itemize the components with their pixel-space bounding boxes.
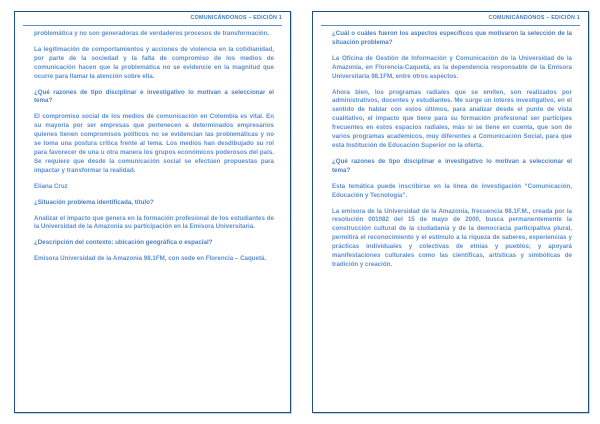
paragraph: La Oficina de Gestión de Información y Comunicación de la Universidad de la Amazonia, en Florencia-Caquetá, es la dependencia responsable de la Emisora Universitaria 98.1FM, entre otros aspectos. [332, 54, 572, 80]
page-content [313, 26, 588, 270]
paragraph: La emisora de la Universidad de la Amazonia, frecuencia 98.1F.M., creada por la resolución 001082 del 15 de mayo de 2000, busca permanentemente la construcción cultural de la ciudadanía y de la democracia participativa plural, permitirá el reconocimiento y el estímulo a la riqueza de saberes, experiencias y prácticas individuales y colectivas de etnias y pueblos; y apoyará manifestaciones culturales como las científicas, artísticas y simbólicas de tradición y creación. [332, 207, 572, 268]
paragraph: Ahora bien, los programas radiales que se emiten, son realizados por administrativos, docentes y estudiantes. Me surge un interés investigativo, en el sentido de hablar con estos últimos, para analizar desde el punto de vista cualitativo, el impacto que tiene para su formación profesional ser partícipes frecuentes en estos espacios radiales, más si se tiene en cuenta, que son de varios programas académicos, muy diferentes a Comunicación Social, para que esta Institución de Educación Superior no la oferta. [332, 88, 572, 149]
paragraph: Analizar el impacto que genera en la formación profesional de los estudiantes de la Universidad de la Amazonia su participación en la Emisora Universitaria. [34, 214, 274, 231]
page-content [15, 26, 290, 264]
left-page [14, 11, 291, 413]
right-page [312, 11, 589, 413]
page-header: COMUNICÁNDONOS – EDICIÓN 1 [321, 12, 580, 26]
paragraph: La legitimación de comportamientos y acciones de violencia en la cotidianidad, por parte de la sociedad y la falta de compromiso de los medios de comunicación hacen que la problemática no se evidencie en la magnitud que ocurre para llamar la atención sobre ella. [34, 45, 274, 80]
paragraph: Emisora Universidad de la Amazonia 98.1FM, con sede en Florencia – Caquetá. [34, 255, 267, 263]
author-name: Eliana Cruz [34, 182, 68, 190]
paragraph: El compromiso social de los medios de comunicación en Colombia es vital. En su mayoría por ser empresas que pertenecen a determinados empresarios quienes tienen compromisos políticos no se evidencian las problemáticas y no se toma una postura crítica frente al tema. Los medios han desdibujado su rol para favorecer de una u otra manera los grupos económicos poderosos del país. Se requiere que desde la comunicación social se efectúen propuestas para impactar y transformar la realidad. [34, 113, 274, 174]
question-heading: ¿Cuál o cuáles fueron los aspectos específicos que motivaron la selección de la situación problema? [332, 30, 572, 46]
question-heading: ¿Qué razones de tipo disciplinar e investigativo lo motivan a seleccionar el tema? [34, 88, 274, 105]
question-heading: ¿Qué razones de tipo disciplinar e investigativo lo motivan a seleccionar el tema? [332, 157, 572, 174]
page-header: COMUNICÁNDONOS – EDICIÓN 1 [23, 12, 282, 26]
question-heading: ¿Descripción del contexto: ubicación geográfica o espacial? [34, 239, 213, 247]
question-heading: ¿Situación problema identificada, título? [34, 198, 154, 206]
paragraph: problemática y no son generadoras de verdaderos procesos de transformación. [34, 30, 270, 37]
paragraph: Esta temática puede inscribirse en la línea de investigación “Comunicación, Educación y Tecnología”. [332, 182, 572, 199]
